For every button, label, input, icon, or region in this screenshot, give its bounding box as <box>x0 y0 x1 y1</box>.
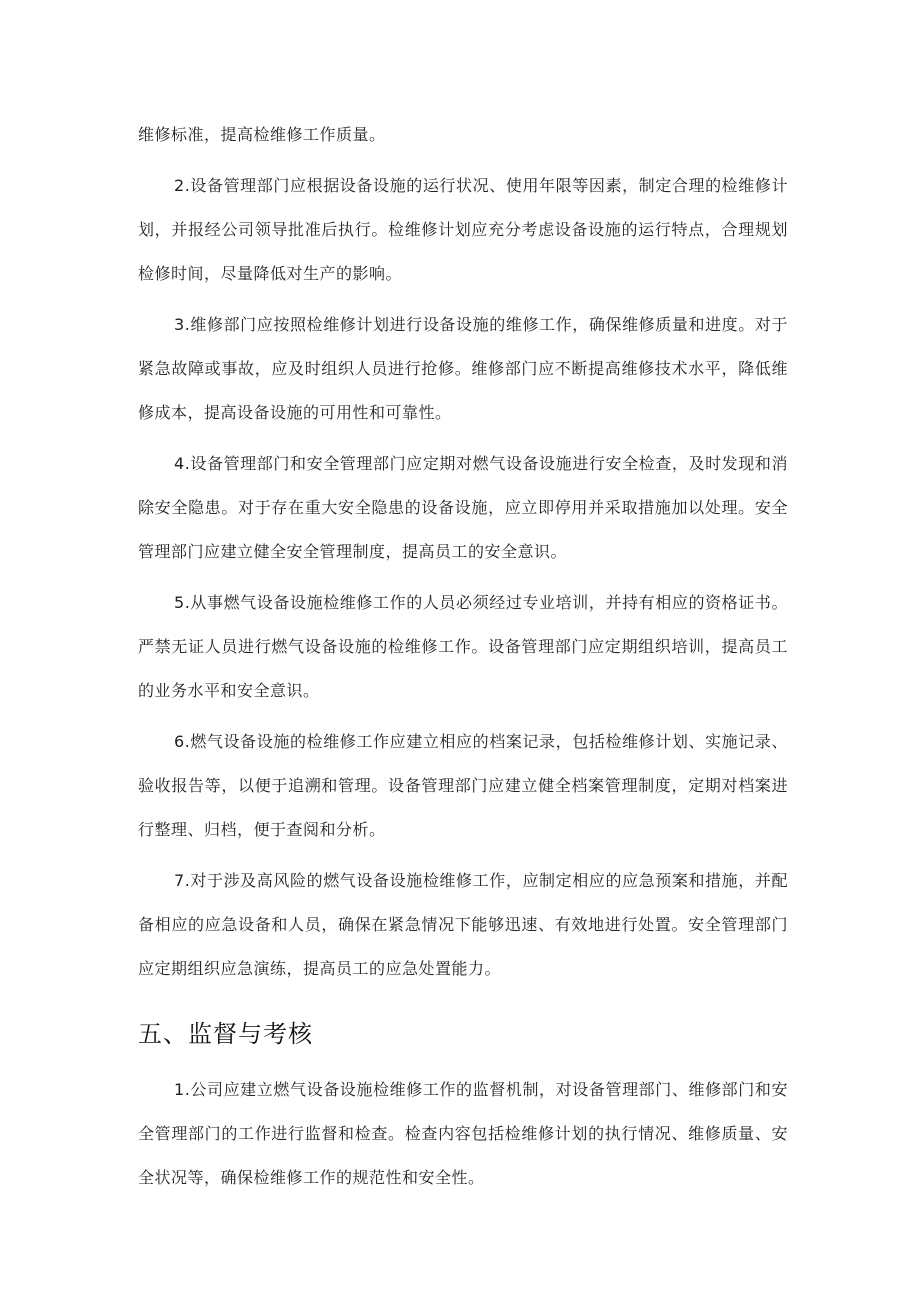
item-text: .设备管理部门应根据设备设施的运行状况、使用年限等因素，制定合理的检维修计划，并报经公司领导批准后执行。检维修计划应充分考虑设备设施的运行特点，合理规划检修时间，尽量降低对生产的影响。 <box>138 176 788 283</box>
list-item <box>138 581 788 713</box>
list-item <box>138 859 788 991</box>
item-text: .燃气设备设施的检维修工作应建立相应的档案记录，包括检维修计划、实施记录、验收报告等，以便于追溯和管理。设备管理部门应建立健全档案管理制度，定期对档案进行整理、归档，便于查阅和分析。 <box>138 732 788 839</box>
item-text: .维修部门应按照检维修计划进行设备设施的维修工作，确保维修质量和进度。对于紧急故障或事故，应及时组织人员进行抢修。维修部门应不断提高维修技术水平，降低维修成本，提高设备设施的可用性和可靠性。 <box>138 315 788 422</box>
item-list-part2 <box>138 1068 788 1200</box>
item-list-part1 <box>138 164 788 991</box>
list-item <box>138 303 788 435</box>
list-item <box>138 164 788 296</box>
section-heading: 五、监督与考核 <box>138 1020 313 1048</box>
item-number: 5 <box>174 593 185 612</box>
item-text: .从事燃气设备设施检维修工作的人员必须经过专业培训，并持有相应的资格证书。严禁无证人员进行燃气设备设施的检维修工作。设备管理部门应定期组织培训，提高员工的业务水平和安全意识。 <box>138 593 788 700</box>
item-number: 6 <box>174 732 185 751</box>
list-item <box>138 442 788 574</box>
document-content <box>138 113 788 1200</box>
item-text: .设备管理部门和安全管理部门应定期对燃气设备设施进行安全检查，及时发现和消除安全隐患。对于存在重大安全隐患的设备设施，应立即停用并采取措施加以处理。安全管理部门应建立健全安全管理制度，提高员工的安全意识。 <box>138 454 788 561</box>
item-number: 4 <box>174 454 185 473</box>
item-text: .公司应建立燃气设备设施检维修工作的监督机制，对设备管理部门、维修部门和安全管理部门的工作进行监督和检查。检查内容包括检维修计划的执行情况、维修质量、安全状况等，确保检维修工作的规范性和安全性。 <box>138 1080 788 1187</box>
item-number: 2 <box>174 176 185 195</box>
item-number: 1 <box>174 1080 185 1099</box>
continuation-paragraph: 维修标准，提高检维修工作质量。 <box>138 125 386 144</box>
item-number: 3 <box>174 315 185 334</box>
item-number: 7 <box>174 871 185 890</box>
list-item <box>138 1068 788 1200</box>
list-item <box>138 720 788 852</box>
item-text: .对于涉及高风险的燃气设备设施检维修工作，应制定相应的应急预案和措施，并配备相应的应急设备和人员，确保在紧急情况下能够迅速、有效地进行处置。安全管理部门应定期组织应急演练，提高员工的应急处置能力。 <box>138 871 788 978</box>
